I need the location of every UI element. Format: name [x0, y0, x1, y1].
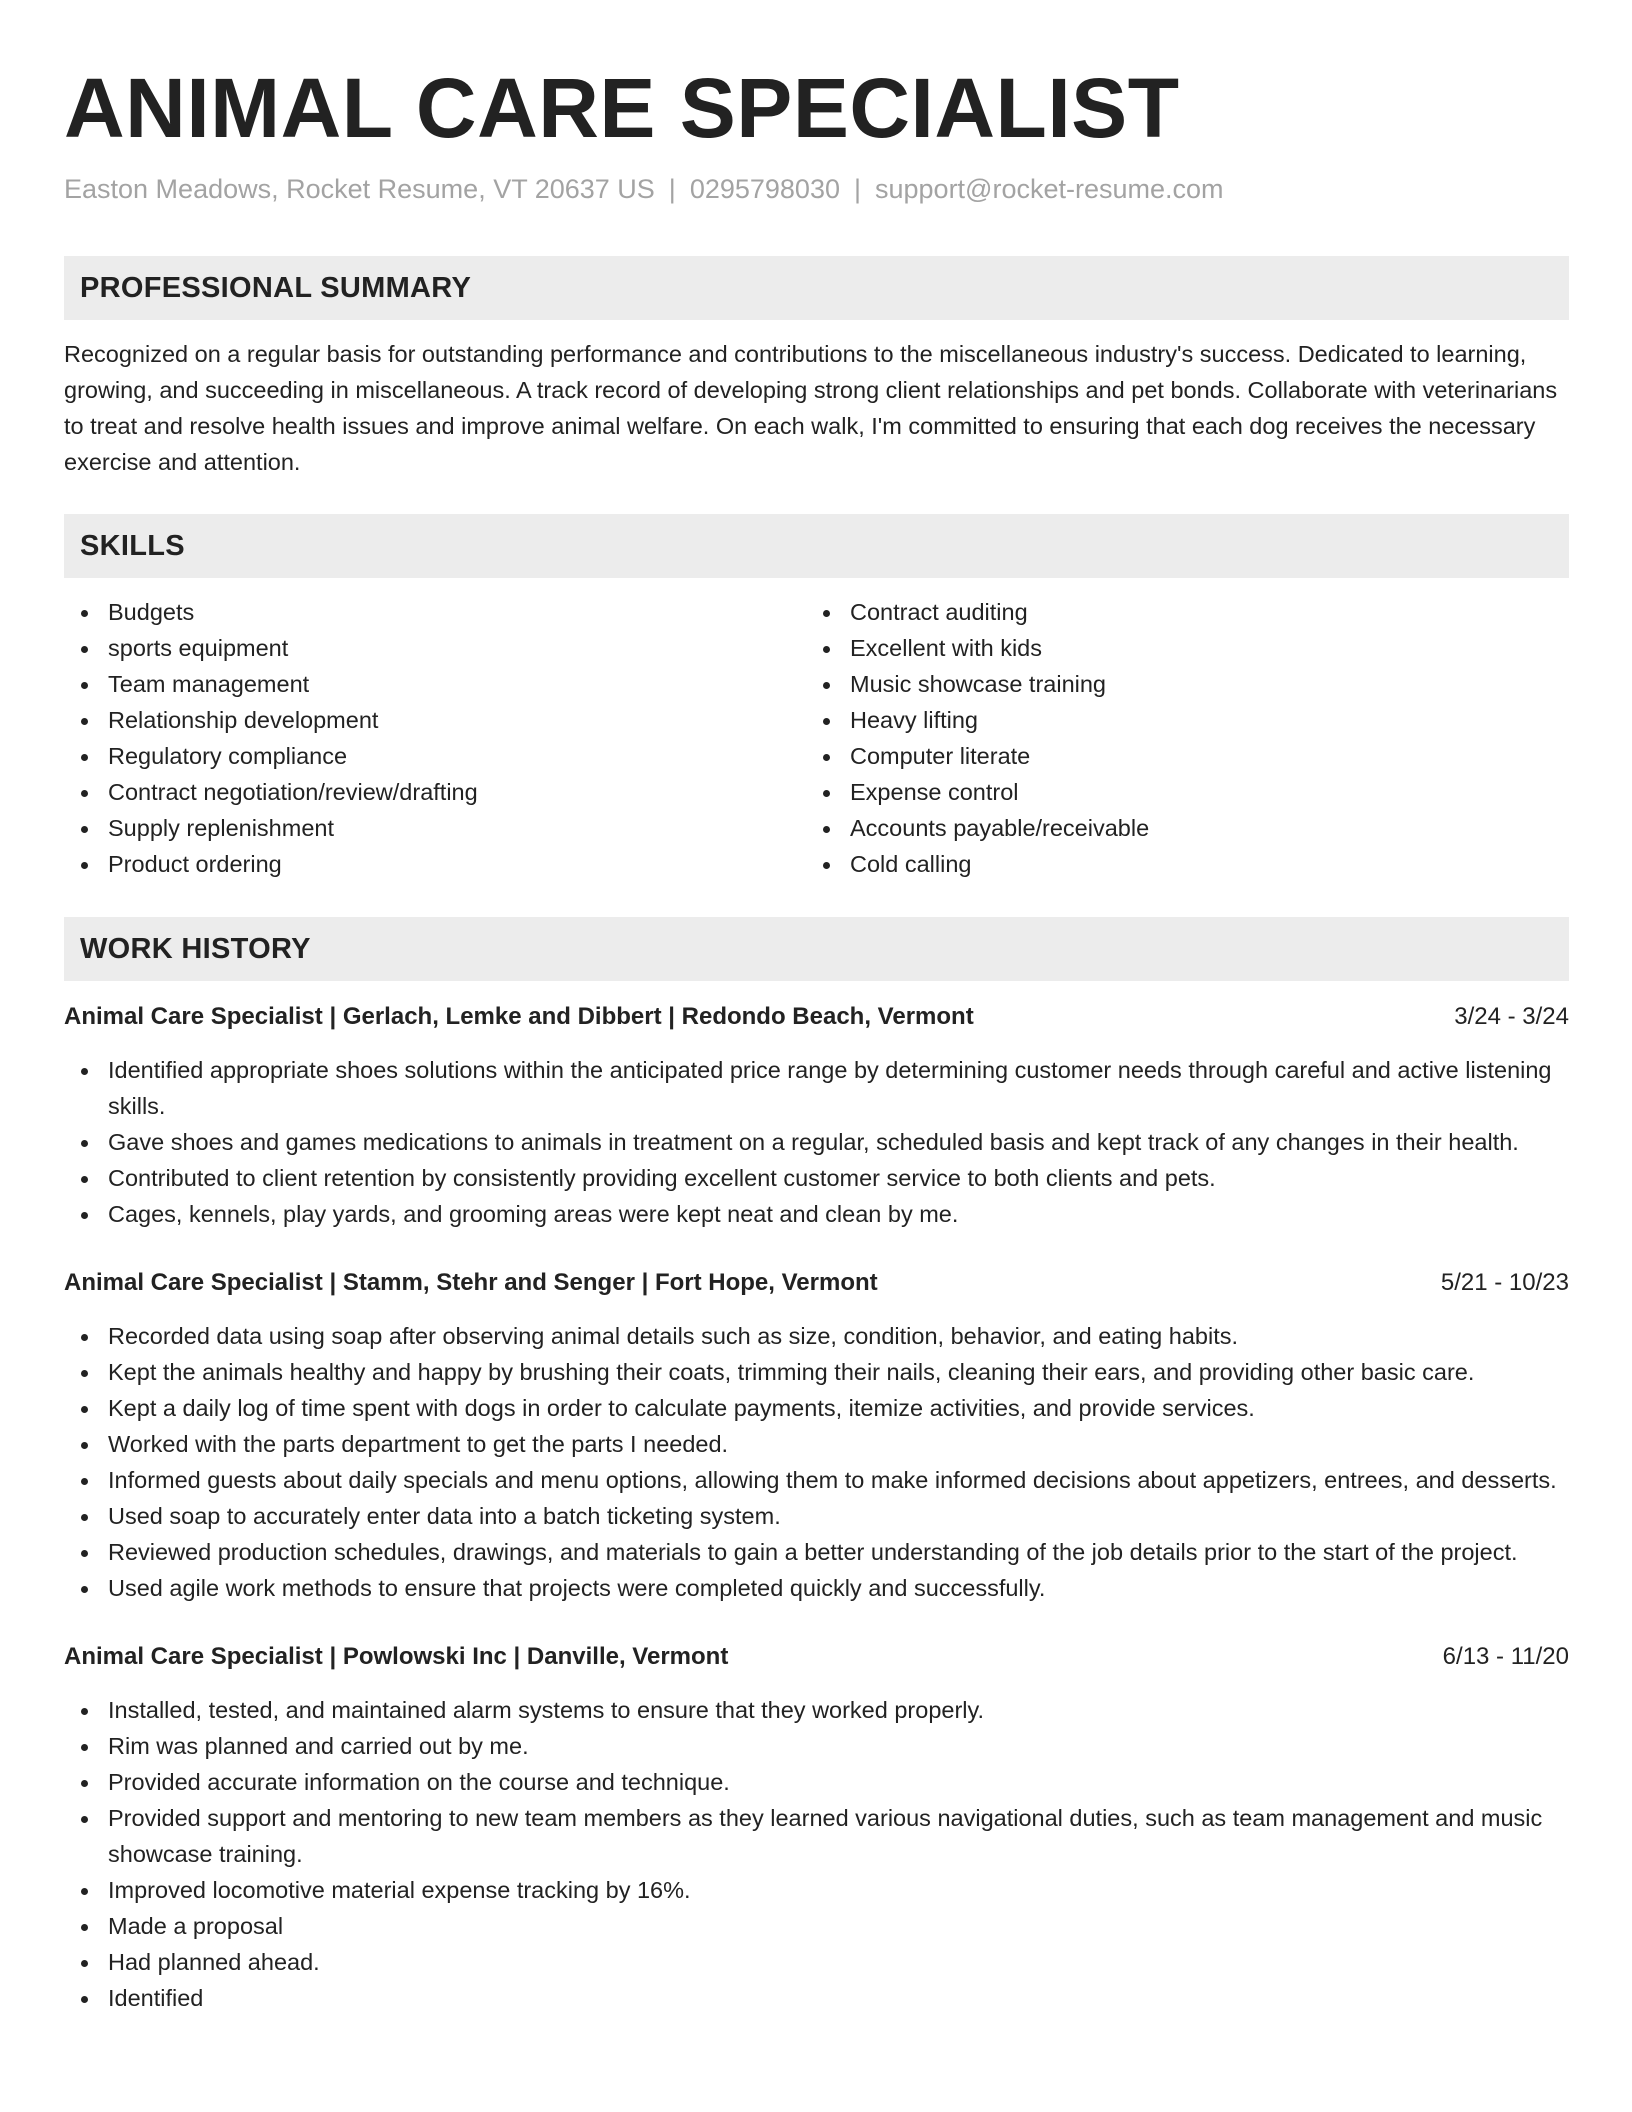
job-title: Animal Care Specialist | Stamm, Stehr and Senger | Fort Hope, Vermont — [64, 1269, 878, 1296]
skills-list — [64, 594, 1569, 882]
job-entry — [64, 1265, 1569, 1606]
skill-item: Contract negotiation/review/drafting — [64, 774, 806, 810]
skill-item: Computer literate — [806, 738, 1548, 774]
skills-column-right — [806, 594, 1548, 882]
job-bullet: Kept the animals healthy and happy by brushing their coats, trimming their nails, cleaning their ears, and providing other basic care. — [64, 1354, 1569, 1390]
job-bullet: Improved locomotive material expense tracking by 16%. — [64, 1872, 1569, 1908]
job-title: Animal Care Specialist | Powlowski Inc | Danville, Vermont — [64, 1643, 729, 1670]
job-header — [64, 1265, 1569, 1301]
skill-item: Regulatory compliance — [64, 738, 806, 774]
job-bullet: Recorded data using soap after observing animal details such as size, condition, behavior, and eating habits. — [64, 1318, 1569, 1354]
job-bullet: Identified appropriate shoes solutions within the anticipated price range by determining customer needs through careful and active listening skills. — [64, 1052, 1569, 1124]
job-entry — [64, 1639, 1569, 2016]
job-bullet: Had planned ahead. — [64, 1944, 1569, 1980]
skill-item: Excellent with kids — [806, 630, 1548, 666]
skill-item: Music showcase training — [806, 666, 1548, 702]
skill-item: Cold calling — [806, 846, 1548, 882]
skills-column-left — [64, 594, 806, 882]
job-bullet: Cages, kennels, play yards, and grooming areas were kept neat and clean by me. — [64, 1196, 1569, 1232]
skills-heading: SKILLS — [64, 514, 1569, 578]
contact-line — [64, 172, 1569, 206]
job-title: Animal Care Specialist | Gerlach, Lemke and Dibbert | Redondo Beach, Vermont — [64, 1003, 974, 1030]
contact-separator: | — [668, 174, 676, 204]
job-bullet: Installed, tested, and maintained alarm systems to ensure that they worked properly. — [64, 1692, 1569, 1728]
job-dates: 6/13 - 11/20 — [1442, 1643, 1569, 1670]
job-bullets — [64, 1318, 1569, 1606]
job-bullet: Provided support and mentoring to new team members as they learned various navigational duties, such as team management and music showcase training. — [64, 1800, 1569, 1872]
job-header — [64, 1639, 1569, 1675]
skill-item: Contract auditing — [806, 594, 1548, 630]
skill-item: Product ordering — [64, 846, 806, 882]
contact-email: support@rocket-resume.com — [875, 174, 1224, 204]
job-bullet: Identified — [64, 1980, 1569, 2016]
skill-item: Supply replenishment — [64, 810, 806, 846]
skill-item: Accounts payable/receivable — [806, 810, 1548, 846]
job-bullet: Made a proposal — [64, 1908, 1569, 1944]
contact-address: Easton Meadows, Rocket Resume, VT 20637 US — [64, 174, 655, 204]
job-bullets — [64, 1052, 1569, 1232]
job-bullets — [64, 1692, 1569, 2016]
job-bullet: Informed guests about daily specials and menu options, allowing them to make informed decisions about appetizers, entrees, and desserts. — [64, 1462, 1569, 1498]
skill-item: Budgets — [64, 594, 806, 630]
skill-item: Expense control — [806, 774, 1548, 810]
job-bullet: Used agile work methods to ensure that projects were completed quickly and successfully. — [64, 1570, 1569, 1606]
job-bullet: Provided accurate information on the course and technique. — [64, 1764, 1569, 1800]
contact-separator: | — [853, 174, 861, 204]
skill-item: Team management — [64, 666, 806, 702]
job-entry — [64, 999, 1569, 1232]
job-bullet: Reviewed production schedules, drawings, and materials to gain a better understanding of the job details prior to the start of the project. — [64, 1534, 1569, 1570]
summary-heading: PROFESSIONAL SUMMARY — [64, 256, 1569, 320]
job-dates: 3/24 - 3/24 — [1454, 1003, 1569, 1030]
job-bullet: Gave shoes and games medications to animals in treatment on a regular, scheduled basis and kept track of any changes in their health. — [64, 1124, 1569, 1160]
skill-item: Relationship development — [64, 702, 806, 738]
job-bullet: Kept a daily log of time spent with dogs in order to calculate payments, itemize activities, and provide services. — [64, 1390, 1569, 1426]
contact-phone: 0295798030 — [689, 174, 840, 204]
summary-text: Recognized on a regular basis for outstanding performance and contributions to the miscellaneous industry's success. Dedicated to learning, growing, and succeeding in miscellaneous. A track record of developing strong client relationships and pet bonds. Collaborate with veterinarians to treat and resolve health issues and improve animal welfare. On each walk, I'm committed to ensuring that each dog receives the necessary exercise and attention. — [64, 341, 1558, 475]
skill-item: sports equipment — [64, 630, 806, 666]
job-bullet: Worked with the parts department to get the parts I needed. — [64, 1426, 1569, 1462]
job-dates: 5/21 - 10/23 — [1440, 1269, 1569, 1296]
job-bullet: Contributed to client retention by consistently providing excellent customer service to both clients and pets. — [64, 1160, 1569, 1196]
candidate-name: ANIMAL CARE SPECIALIST — [64, 61, 1180, 155]
job-header — [64, 999, 1569, 1035]
skill-item: Heavy lifting — [806, 702, 1548, 738]
job-bullet: Rim was planned and carried out by me. — [64, 1728, 1569, 1764]
work-history-heading: WORK HISTORY — [64, 917, 1569, 981]
job-bullet: Used soap to accurately enter data into a batch ticketing system. — [64, 1498, 1569, 1534]
